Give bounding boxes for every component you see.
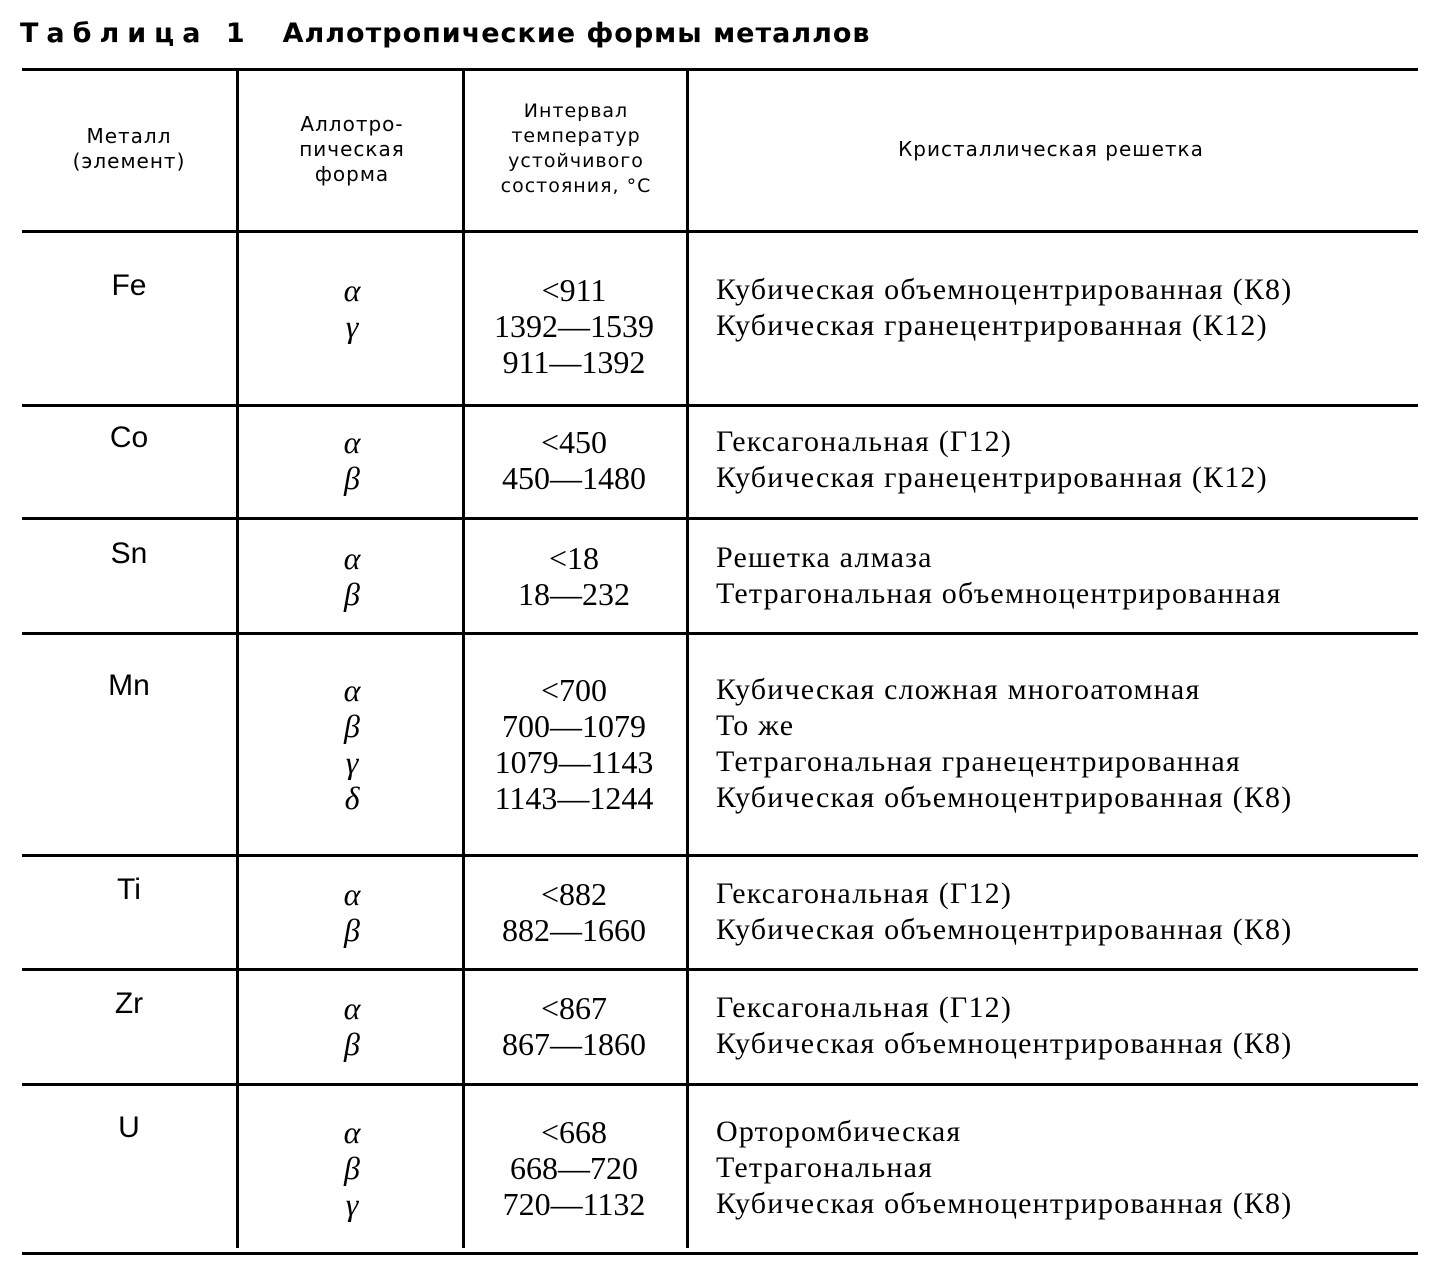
temp-line: 882—1660 <box>502 912 646 948</box>
temp-line: 1143—1244 <box>494 780 654 816</box>
lattice-line: Кубическая объемноцентрированная (К8) <box>716 913 1293 946</box>
lattice-cell <box>716 876 1420 948</box>
temp-cell <box>468 272 680 380</box>
temp-line: 700—1079 <box>502 708 646 744</box>
lattice-line: Кубическая объемноцентрированная (К8) <box>716 781 1293 814</box>
form-line: α <box>343 1114 361 1150</box>
lattice-cell <box>716 1114 1420 1222</box>
header-metal <box>22 74 236 224</box>
lattice-line: Гексагональная (Г12) <box>716 991 1013 1024</box>
form-line: δ <box>344 780 360 816</box>
header-form <box>240 74 464 224</box>
row-separator <box>22 632 1418 635</box>
lattice-line: Тетрагональная гранецентрированная <box>716 745 1241 778</box>
temp-line: 450—1480 <box>502 460 646 496</box>
lattice-line: Кубическая сложная многоатомная <box>716 673 1201 706</box>
temp-line: <450 <box>540 424 608 460</box>
row-separator <box>22 968 1418 971</box>
row-separator <box>22 854 1418 857</box>
temp-line: 911—1392 <box>502 344 646 380</box>
form-line: γ <box>345 308 359 344</box>
temp-cell <box>468 672 680 816</box>
temp-line: <882 <box>540 876 608 912</box>
lattice-line: Тетрагональная объемноцентрированная <box>716 577 1282 610</box>
form-cell <box>240 424 464 496</box>
lattice-line: Кубическая объемноцентрированная (К8) <box>716 1187 1293 1220</box>
metal-cell: Zr <box>114 987 144 1020</box>
lattice-line: Кубическая гранецентрированная (К12) <box>716 309 1268 342</box>
metal-cell: Co <box>109 421 149 454</box>
form-line: β <box>344 912 360 948</box>
form-line: α <box>343 540 361 576</box>
row-separator <box>22 1083 1418 1086</box>
metal-cell: U <box>118 1111 140 1144</box>
temp-cell <box>468 540 680 612</box>
header-lattice-text: Кристаллическая решетка <box>898 136 1204 161</box>
header-form-text: Аллотро- пическая форма <box>299 111 405 186</box>
form-cell <box>240 672 464 816</box>
form-line: α <box>343 672 361 708</box>
header-temp-text: Интервал температур устойчивого состояния, °С <box>500 100 652 197</box>
form-line: β <box>344 460 360 496</box>
form-cell <box>240 540 464 612</box>
lattice-line: Кубическая объемноцентрированная (К8) <box>716 273 1293 306</box>
header-bottom-rule <box>22 230 1418 233</box>
header-lattice <box>690 74 1412 224</box>
metal-cell: Fe <box>111 269 147 302</box>
temp-line: <700 <box>540 672 608 708</box>
lattice-line: Кубическая гранецентрированная (К12) <box>716 461 1268 494</box>
form-cell <box>240 1114 464 1222</box>
lattice-cell <box>716 424 1420 496</box>
lattice-cell <box>716 672 1420 816</box>
temp-line: 1392—1539 <box>494 308 654 344</box>
metal-cell: Ti <box>117 873 141 906</box>
form-line: α <box>343 424 361 460</box>
lattice-line: Гексагональная (Г12) <box>716 877 1013 910</box>
temp-line: 18—232 <box>518 576 630 612</box>
form-line: β <box>344 1026 360 1062</box>
table-caption <box>20 12 871 56</box>
column-divider-2 <box>462 70 465 1248</box>
lattice-cell <box>716 990 1420 1062</box>
form-line: β <box>344 1150 360 1186</box>
metal-cell: Mn <box>108 669 150 702</box>
temp-cell <box>468 424 680 496</box>
form-line: α <box>343 272 361 308</box>
form-line: β <box>344 708 360 744</box>
column-divider-1 <box>236 70 239 1248</box>
column-divider-3 <box>686 70 689 1248</box>
metal-cell: Sn <box>110 537 148 570</box>
header-metal-text: Металл (элемент) <box>72 124 186 173</box>
row-separator <box>22 404 1418 407</box>
lattice-line: Тетрагональная <box>716 1151 934 1184</box>
lattice-line: Кубическая объемноцентрированная (К8) <box>716 1027 1293 1060</box>
form-line: γ <box>345 1186 359 1222</box>
temp-line: <18 <box>548 540 600 576</box>
form-cell <box>240 272 464 344</box>
form-line: γ <box>345 744 359 780</box>
table-title: Аллотропические формы металлов <box>282 18 871 49</box>
table-number: Таблица 1 <box>20 18 253 49</box>
lattice-line: Гексагональная (Г12) <box>716 425 1013 458</box>
lattice-line: Орторомбическая <box>716 1115 962 1148</box>
table-top-rule <box>22 68 1418 71</box>
lattice-line: Решетка алмаза <box>716 541 933 574</box>
form-cell <box>240 876 464 948</box>
header-temp <box>468 74 684 224</box>
temp-line: 668—720 <box>510 1150 638 1186</box>
lattice-cell <box>716 540 1420 612</box>
lattice-cell <box>716 272 1420 344</box>
temp-line: 867—1860 <box>502 1026 646 1062</box>
temp-line: <867 <box>540 990 608 1026</box>
temp-line: 1079—1143 <box>494 744 654 780</box>
form-line: α <box>343 876 361 912</box>
lattice-line: То же <box>716 709 795 742</box>
temp-cell <box>468 1114 680 1222</box>
table-bottom-rule <box>22 1252 1418 1255</box>
temp-cell <box>468 990 680 1062</box>
temp-line: 720—1132 <box>502 1186 646 1222</box>
form-cell <box>240 990 464 1062</box>
form-line: α <box>343 990 361 1026</box>
form-line: β <box>344 576 360 612</box>
temp-line: <911 <box>541 272 607 308</box>
temp-line: <668 <box>540 1114 608 1150</box>
row-separator <box>22 517 1418 520</box>
temp-cell <box>468 876 680 948</box>
